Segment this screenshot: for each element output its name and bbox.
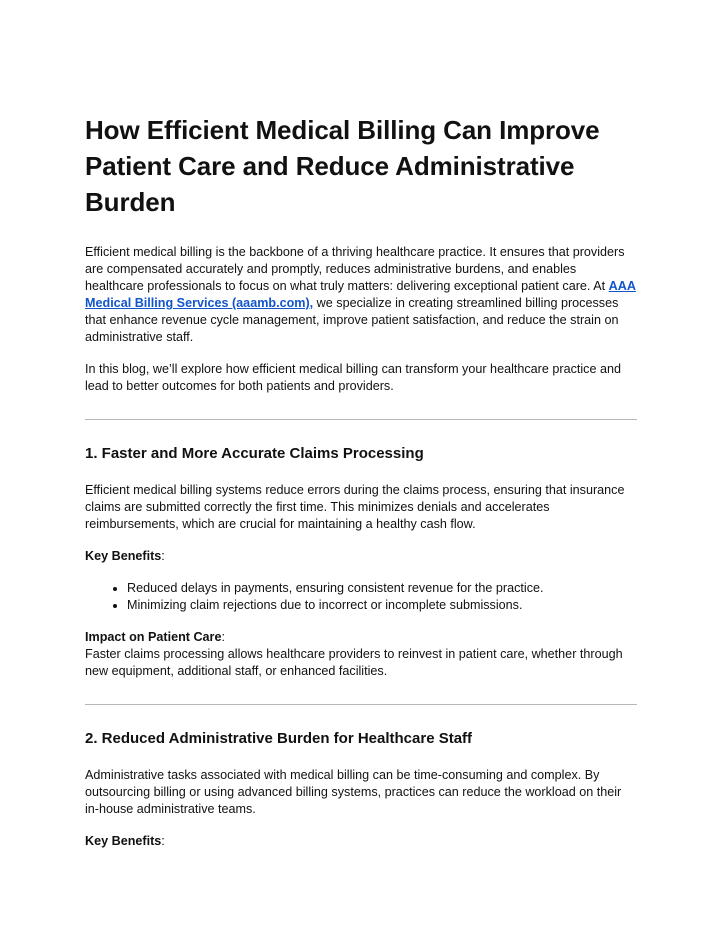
colon: : xyxy=(161,834,165,848)
section-2-body: Administrative tasks associated with medical billing can be time-consuming and complex. By outsourcing billing or using advanced billing systems, practices can reduce the workload on their in-house administrative teams. xyxy=(85,768,622,816)
colon: : xyxy=(221,630,225,644)
list-item: • Reduced delays in payments, ensuring consistent revenue for the practice. xyxy=(127,580,637,597)
section-1-impact xyxy=(85,629,637,680)
impact-label: Impact on Patient Care xyxy=(85,630,222,644)
section-divider xyxy=(85,704,637,705)
section-divider xyxy=(85,419,637,420)
section-1-heading: 1. Faster and More Accurate Claims Processing xyxy=(85,445,424,462)
intro-paragraph xyxy=(85,244,637,346)
section-1-body: Efficient medical billing systems reduce errors during the claims process, ensuring that insurance claims are submitted correctly the first time. This minimizes denials and accelerates reimbursements, which are crucial for maintaining a healthy cash flow. xyxy=(85,483,625,531)
document-page xyxy=(85,112,637,865)
section-1-key-benefits xyxy=(85,548,637,565)
key-benefits-label: Key Benefits xyxy=(85,549,162,563)
intro-text-before: Efficient medical billing is the backbone of a thriving healthcare practice. It ensures that providers are compensated accurately and promptly, reduces administrative burdens, and enables healthcare professionals to focus on what truly matters: delivering exceptional patient care. At xyxy=(85,245,625,293)
article-title: How Efficient Medical Billing Can Improve Patient Care and Reduce Administrative Burden xyxy=(85,115,600,217)
section-2-heading: 2. Reduced Administrative Burden for Healthcare Staff xyxy=(85,730,473,747)
key-benefits-label: Key Benefits xyxy=(85,834,162,848)
intro-paragraph-2: In this blog, we’ll explore how efficient medical billing can transform your healthcare practice and lead to better outcomes for both patients and providers. xyxy=(85,362,621,393)
section-1-benefits-list xyxy=(85,580,637,614)
impact-text: Faster claims processing allows healthcare providers to reinvest in patient care, whether through new equipment, additional staff, or enhanced facilities. xyxy=(85,647,623,678)
aaamb-link[interactable]: AAA Medical Billing Services (aaamb.com), xyxy=(85,279,636,310)
section-2-key-benefits xyxy=(85,833,637,850)
intro-text-after: we specialize in creating streamlined billing processes that enhance revenue cycle management, improve patient satisfaction, and reduce the strain on administrative staff. xyxy=(85,296,619,344)
list-item: • Minimizing claim rejections due to incorrect or incomplete submissions. xyxy=(127,597,637,614)
colon: : xyxy=(161,549,165,563)
